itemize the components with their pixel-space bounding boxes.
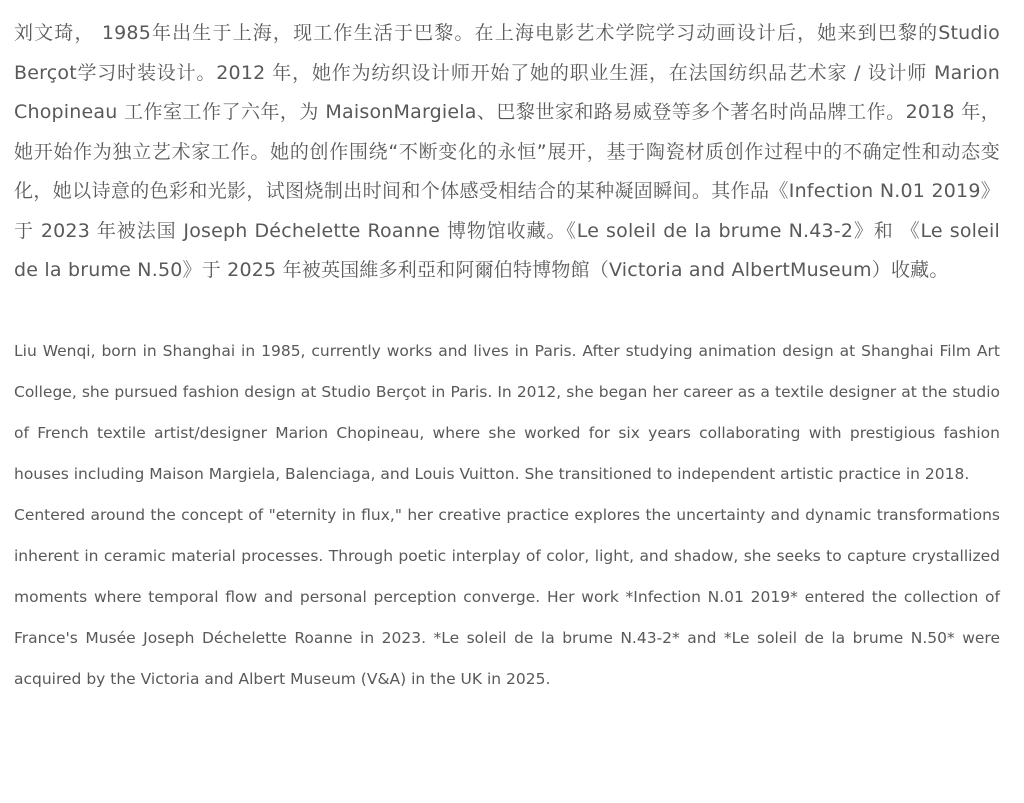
biography-chinese-paragraph: 刘文琦， 1985年出生于上海，现工作生活于巴黎。在上海电影艺术学院学习动画设计后，她来到巴黎的Studio Berçot学习时装设计。2012 年，她作为纺织设计师开始了她的职业生涯，在法国纺织品艺术家 / 设计师 Marion Chopineau 工作室工作了六年，为 MaisonMargiela、巴黎世家和路易威登等多个著名时尚品牌工作。2018 年，她开始作为独立艺术家工作。她的创作围绕“不断变化的永恒”展开，基于陶瓷材质创作过程中的不确定性和动态变化，她以诗意的色彩和光影，试图烧制出时间和个体感受相结合的某种凝固瞬间。其作品《Infection N.01 2019》 于 2023 年被法国 Joseph Déchelette Roanne 博物馆收藏。《Le soleil de la brume N.43-2》和 《Le soleil de la brume N.50》于 2025 年被英国維多利亞和阿爾伯特博物館（Victoria and AlbertMuseum）收藏。 xyxy=(14,22,1000,281)
biography-english-paragraph-2: Centered around the concept of "eternity in flux," her creative practice explores the uncertainty and dynamic transformations inherent in ceramic material processes. Through poetic interplay of color, light, and shadow, she seeks to capture crystallized moments where temporal flow and personal perception converge. Her work *Infection N.01 2019* entered the collection of France's Musée Joseph Déchelette Roanne in 2023. *Le soleil de la brume N.43-2* and *Le soleil de la brume N.50* were acquired by the Victoria and Albert Museum (V&A) in the UK in 2025. xyxy=(14,505,1000,688)
biography-english-paragraph-1: Liu Wenqi, born in Shanghai in 1985, currently works and lives in Paris. After studying animation design at Shanghai Film Art College, she pursued fashion design at Studio Berçot in Paris. In 2012, she began her career as a textile designer at the studio of French textile artist/designer Marion Chopineau, where she worked for six years collaborating with prestigious fashion houses including Maison Margiela, Balenciaga, and Louis Vuitton. She transitioned to independent artistic practice in 2018. xyxy=(14,341,1000,483)
paragraph-spacer xyxy=(14,291,1000,331)
